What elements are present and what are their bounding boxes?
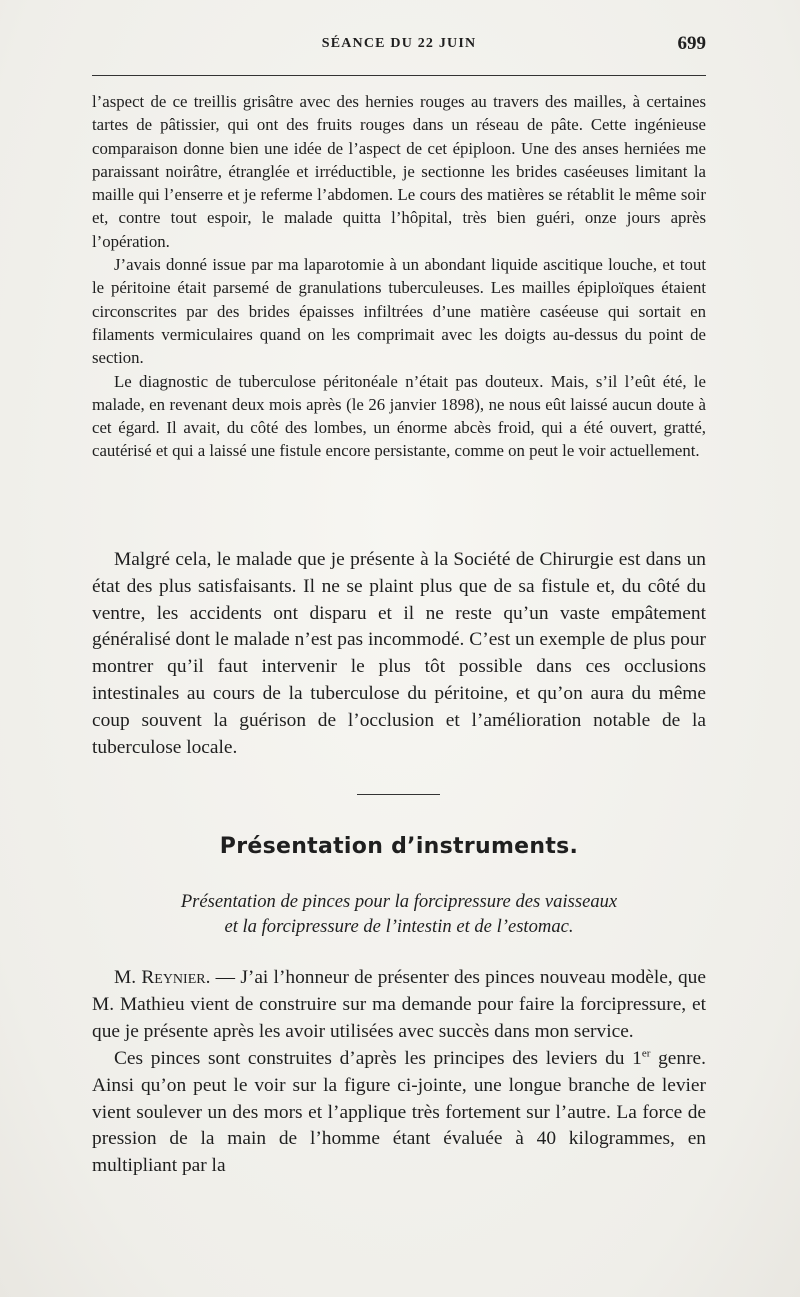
main-text-block bbox=[92, 547, 706, 761]
ordinal-suffix: er bbox=[641, 1047, 651, 1060]
subtitle-line-1: Présentation de pinces pour la forcipressure des vaisseaux bbox=[180, 891, 618, 912]
presentation-body bbox=[92, 965, 706, 1180]
paragraph-body-1 bbox=[92, 965, 706, 1046]
small-print-block bbox=[92, 90, 706, 463]
paragraph-body-2-text: genre. Ainsi qu’on peut le voir sur la figure ci-jointe, une longue branche de levier vient soulever un des mors et l’applique très fortement sur l’autre. La force de pression de la main de l’homme étant évaluée à 40 kilogrammes, en multipliant par la bbox=[92, 1047, 706, 1177]
paragraph-small-2: J’avais donné issue par ma laparotomie à un abondant liquide ascitique louche, et tout le péritoine était parsemé de granulations tuberculeuses. Les mailles épiploïques étaient circonscrites par des brides épaisses infiltrées d’une matière caséeuse qui sortait en filaments vermiculaires quand on les comprimait avec les doigts au-dessus du point de section. bbox=[92, 255, 706, 368]
section-divider bbox=[357, 794, 440, 795]
paragraph-large-1: Malgré cela, le malade que je présente à la Société de Chirurgie est dans un état des plus satisfaisants. Il ne se plaint plus que de sa fistule et, du côté du ventre, les accidents ont disparu et il ne reste qu’un vaste empâtement généralisé dont le malade n’est pas incommodé. C’est un exemple de plus pour montrer qu’il faut intervenir le plus tôt possible dans ces occlusions intestinales au cours de la tuberculose du péritoine, et qu’on aura du même coup souvent la guérison de l’occlusion et l’amélioration notable de la tuberculose locale. bbox=[92, 549, 706, 758]
page-number: 699 bbox=[677, 33, 706, 54]
paragraph-small-3: Le diagnostic de tuberculose péritonéale n’était pas douteux. Mais, s’il l’eût été, le malade, en revenant deux mois après (le 26 janvier 1898), ne nous eût laissé aucun doute à cet égard. Il avait, du côté des lombes, un énorme abcès froid, qui a été ouvert, gratté, cautérisé et qui a laissé une fistule encore persistante, comme on peut le voir actuellement. bbox=[92, 371, 706, 461]
running-header bbox=[92, 33, 706, 59]
speaker-name: M. Reynier. bbox=[114, 967, 211, 988]
paragraph-body-2-start: Ces pinces sont construites d’après les principes des leviers du 1 bbox=[114, 1047, 642, 1069]
section-subtitle bbox=[92, 889, 706, 939]
section-title: Présentation d’instruments. bbox=[219, 834, 579, 859]
paragraph-body-2 bbox=[92, 1046, 706, 1181]
running-title: SÉANCE DU 22 JUIN bbox=[321, 36, 477, 51]
paragraph-small-1: l’aspect de ce treillis grisâtre avec des hernies rouges au travers des mailles, à certaines tartes de pâtissier, qui ont des fruits rouges dans un réseau de pâte. Cette ingénieuse comparaison donne bien une idée de l’aspect de cet épiploon. Une des anses herniées me paraissant noirâtre, étranglée et irréductible, je sectionne les brides caséeuses limitant la maille qui l’enserre et je referme l’abdomen. Le cours des matières se rétablit le même soir et, contre tout espoir, le malade quitta l’hôpital, très bien guéri, onze jours après l’opération. bbox=[92, 92, 706, 251]
paragraph-body-1-text: — J’ai l’honneur de présenter des pinces nouveau modèle, que M. Mathieu vient de construire sur ma demande pour faire la forcipressure, et que je présente après les avoir utilisées avec succès dans mon service. bbox=[92, 967, 706, 1042]
subtitle-line-2: et la forcipressure de l’intestin et de l’estomac. bbox=[224, 916, 574, 937]
header-rule bbox=[92, 75, 706, 76]
